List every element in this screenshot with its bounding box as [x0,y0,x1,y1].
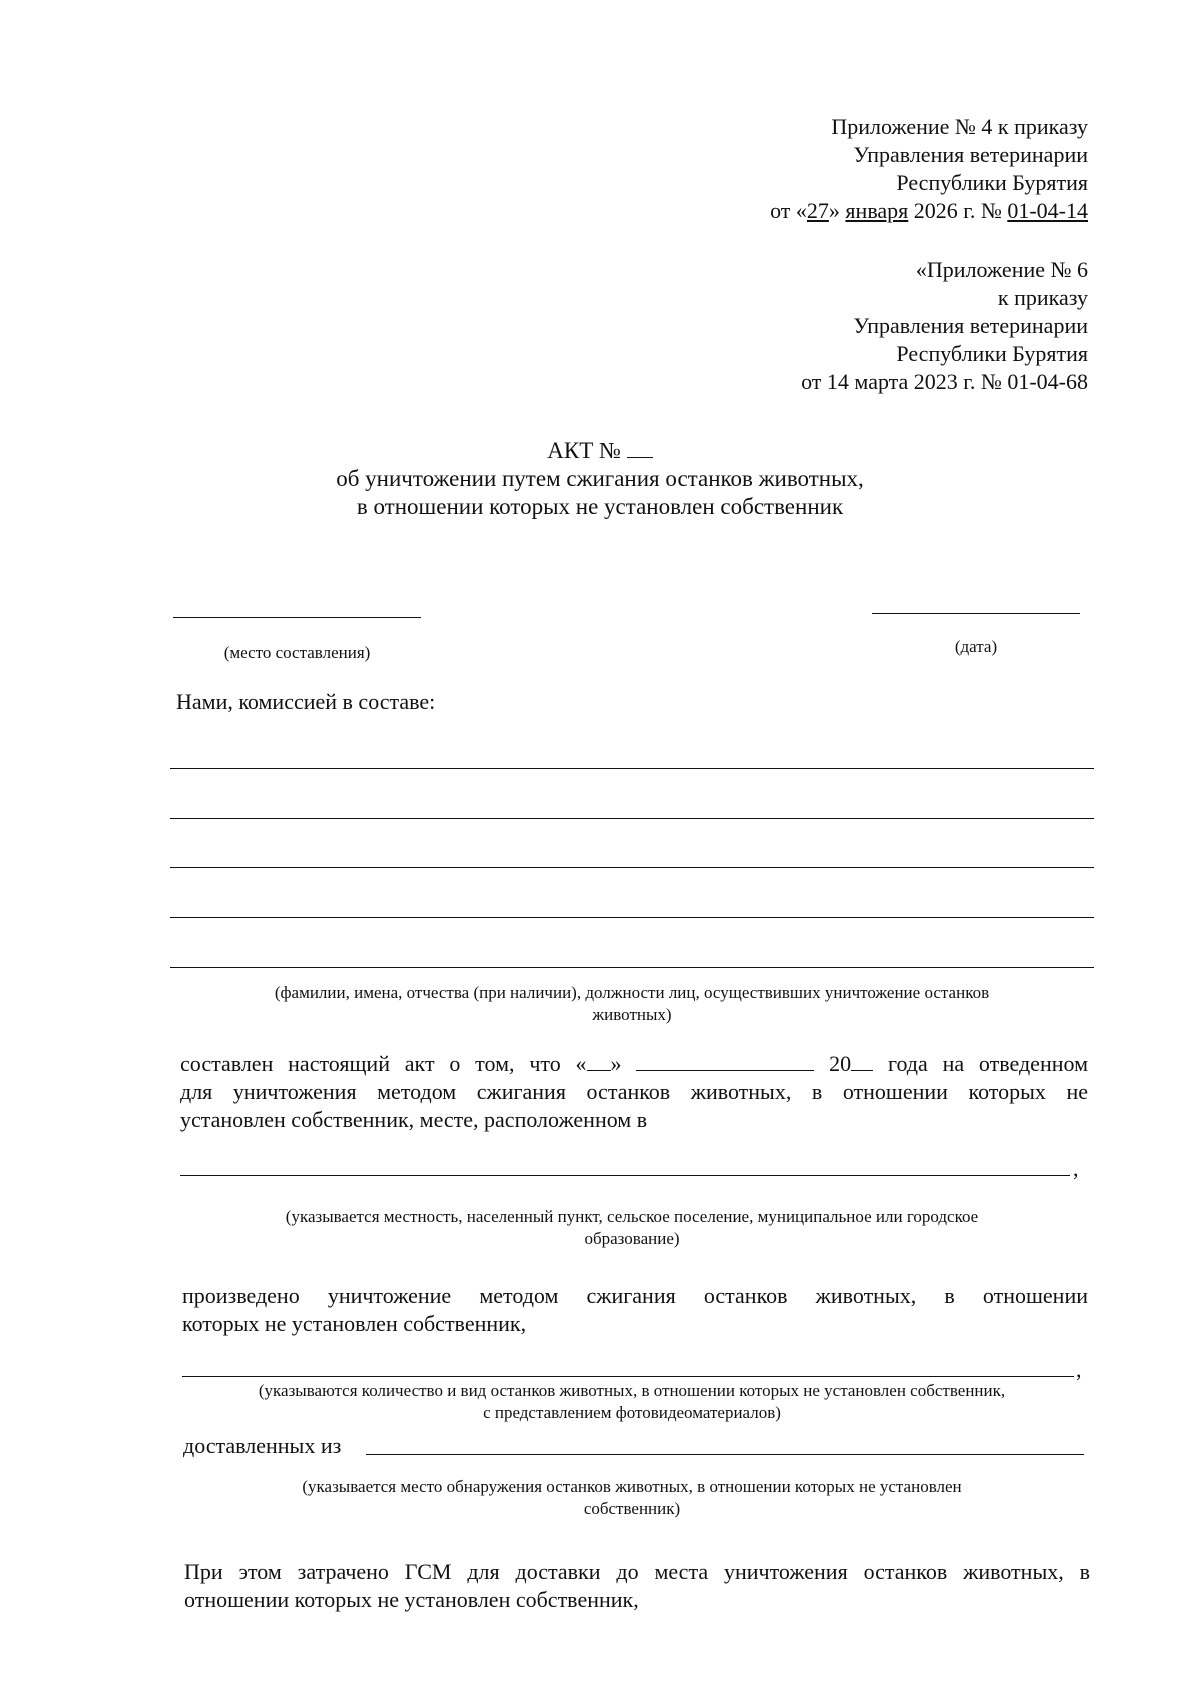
place-field-line[interactable] [173,617,421,618]
date-caption: (дата) [954,637,998,656]
quoted-header-line1: «Приложение № 6 [915,257,1088,282]
delivered-from-line[interactable] [366,1454,1084,1455]
delivered-label: доставленных из [183,1433,342,1458]
appendix-header [770,113,1088,225]
quoted-header-line3: Управления ветеринарии [853,313,1088,338]
location-line[interactable] [180,1175,1070,1176]
delivered-caption-line2: собственник) [583,1499,681,1518]
quoted-header-line4: Республики Бурятия [896,341,1088,366]
place-caption: (место составления) [223,643,371,662]
quoted-header-line2: к приказу [997,285,1088,310]
paragraph2-line2: которых не установлен собственник, [182,1311,527,1336]
location-caption-line1: (указывается местность, населенный пункт, сельское поселение, муниципальное или городское [285,1207,979,1226]
quote-close: » [610,1051,622,1076]
commission-caption [170,982,1094,1026]
commission-line-5[interactable] [170,967,1094,968]
paragraph2-line1: произведено уничтожение методом сжигания останков животных, в отношении [182,1283,1088,1308]
paragraph3-line2: отношении которых не установлен собственник, [184,1587,639,1612]
commission-intro: Нами, комиссией в составе: [176,689,436,714]
act-label: АКТ № [547,438,621,463]
date-mid: » [828,198,846,223]
paragraph1-line2: для уничтожения методом сжигания останков животных, в отношении которых не [180,1079,1088,1104]
delivered-caption [170,1476,1094,1520]
quoted-appendix-header [801,256,1088,396]
act-title [0,437,1200,465]
year-prefix: 20 [829,1051,852,1076]
year-blank[interactable] [851,1050,873,1071]
day-blank[interactable] [587,1050,611,1071]
remains-quantity-line[interactable] [182,1376,1074,1377]
quoted-header-line5: от 14 марта 2023 г. № 01-04-68 [801,369,1088,394]
commission-line-2[interactable] [170,818,1094,819]
location-caption-line2: образование) [584,1229,680,1248]
remains-caption-line1: (указываются количество и вид останков животных, в отношении которых не установлен собственник, [258,1381,1006,1400]
remains-caption [170,1380,1094,1424]
month-blank[interactable] [636,1050,814,1071]
year-suffix: года на отведенном [873,1051,1088,1076]
act-subtitle-1: об уничтожении путем сжигания останков животных, [336,466,864,491]
location-comma: , [1073,1156,1079,1181]
act-subtitle-2: в отношении которых не установлен собственник [356,494,844,519]
commission-caption-line1: (фамилии, имена, отчества (при наличии), должности лиц, осуществивших уничтожение останков [274,983,990,1002]
order-number: 01-04-14 [1007,198,1088,223]
paragraph3-line1: При этом затрачено ГСМ для доставки до места уничтожения останков животных, в [184,1559,1090,1584]
order-day: 27 [806,198,829,223]
paragraph1-line3: установлен собственник, месте, расположенном в [180,1107,648,1132]
appendix-header-line1: Приложение № 4 к приказу [831,114,1088,139]
appendix-header-date [770,197,1088,225]
commission-line-3[interactable] [170,867,1094,868]
order-month: января [845,198,909,223]
paragraph1-line1 [180,1050,1088,1078]
location-caption [170,1206,1094,1250]
delivered-caption-line1: (указывается место обнаружения останков животных, в отношении которых не установлен [302,1477,962,1496]
act-number-blank[interactable] [627,437,653,458]
remains-caption-line2: с представлением фотовидеоматериалов) [483,1403,781,1422]
order-year: 2026 г. № [908,198,1008,223]
remains-comma: , [1076,1357,1082,1382]
appendix-header-line2: Управления ветеринарии [853,142,1088,167]
paragraph1-start: составлен настоящий акт о том, что « [180,1051,587,1076]
date-prefix: от « [770,198,807,223]
commission-line-4[interactable] [170,917,1094,918]
appendix-header-line3: Республики Бурятия [896,170,1088,195]
commission-caption-line2: животных) [592,1005,672,1024]
date-field-line[interactable] [872,613,1080,614]
commission-line-1[interactable] [170,768,1094,769]
